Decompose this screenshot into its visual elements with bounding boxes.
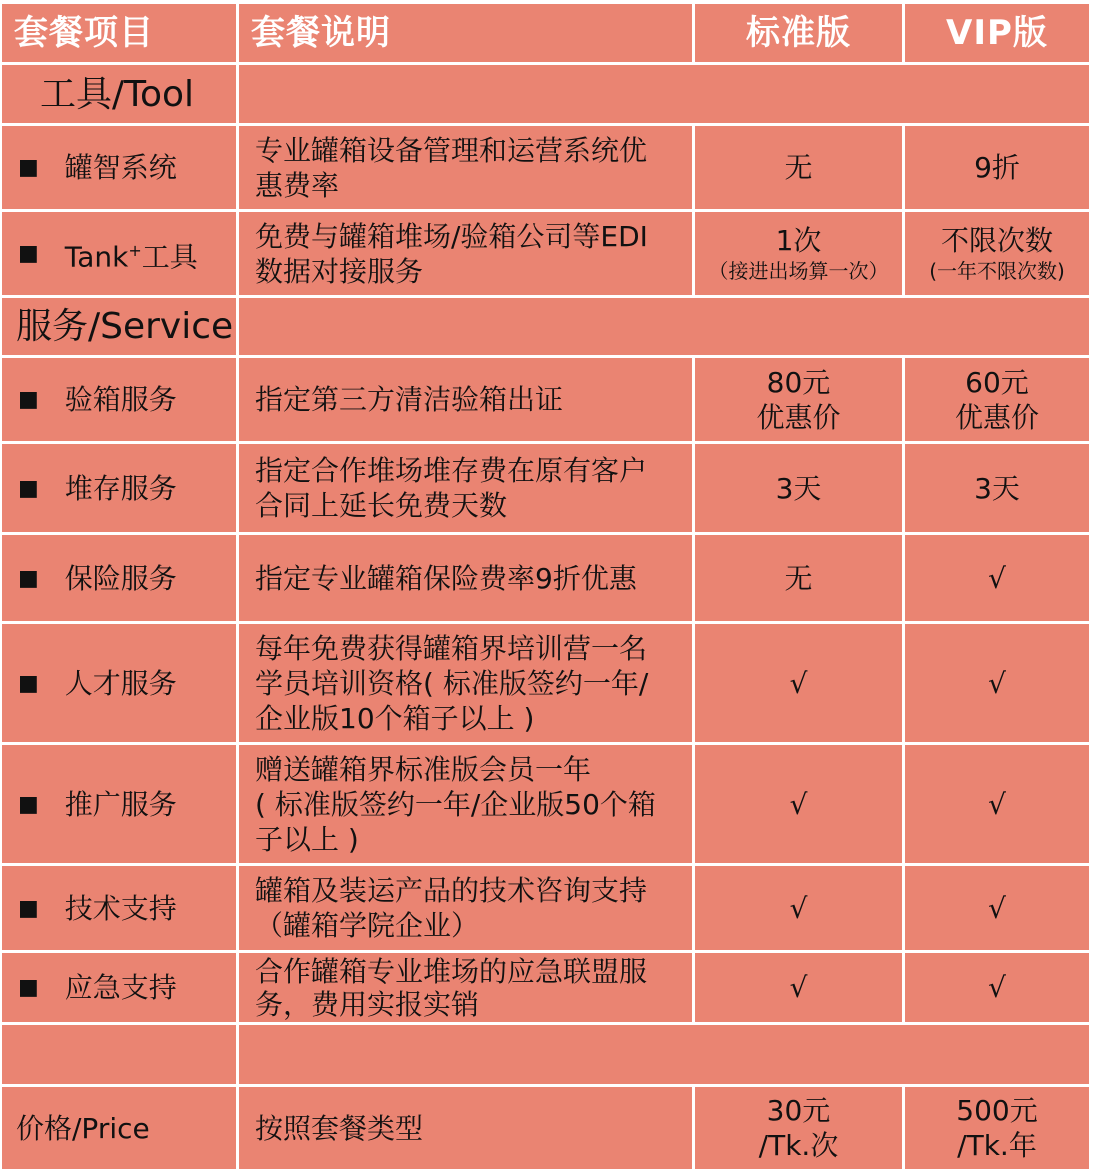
row-tank-system-name [2,126,236,209]
bullet-icon: ■ [18,475,39,501]
desc-line: 专业罐箱设备管理和运营系统优 [255,133,648,167]
header-vip: VIP版 [905,4,1089,62]
price-vip-unit: /Tk.年 [957,1129,1037,1162]
section-tool: 工具/Tool [2,65,236,123]
row-talent-vip: √ [905,624,1089,742]
vip-value-sub: 优惠价 [954,400,1039,434]
header-package-desc: 套餐说明 [239,4,692,62]
std-value-sub: 优惠价 [756,400,841,434]
desc-line: ( 标准版签约一年/企业版50个箱 [255,787,656,821]
desc-line: 企业版10个箱子以上 ) [255,701,535,735]
row-inspection-name [2,358,236,441]
row-tech-support-vip: √ [905,866,1089,950]
row-insurance-vip: √ [905,535,1089,621]
row-talent-desc [239,624,692,742]
price-std-amount: 30元 [766,1094,831,1127]
row-tech-support-desc [239,866,692,950]
row-storage-name [2,444,236,532]
row-tank-tool-name [2,212,236,295]
vip-value: 60元 [965,365,1029,399]
row-tech-support-name [2,866,236,950]
desc-line: 合作罐箱专业堆场的应急联盟服 [255,954,648,988]
desc-line: 免费与罐箱堆场/验箱公司等EDI [255,219,648,253]
row-insurance-std: 无 [695,535,902,621]
row-promotion-name [2,745,236,863]
item-label: 应急支持 [64,971,177,1004]
row-emergency-name [2,953,236,1022]
blank-row-left [2,1025,236,1084]
row-emergency-vip: √ [905,953,1089,1022]
vip-note: (一年不限次数) [929,259,1065,283]
row-inspection-desc [239,358,692,441]
row-tank-system-desc [239,126,692,209]
price-vip-amount: 500元 [956,1094,1038,1127]
price-std-unit: /Tk.次 [758,1129,839,1162]
desc-line: 每年免费获得罐箱界培训营一名 [255,631,648,665]
row-tech-support-std: √ [695,866,902,950]
item-label: 推广服务 [64,787,177,821]
item-label: Tank+工具 [64,240,198,274]
bullet-icon: ■ [18,670,39,696]
row-storage-vip: 3天 [905,444,1089,532]
price-vip [905,1087,1089,1169]
bullet-icon: ■ [18,895,39,921]
row-inspection-vip [905,358,1089,441]
vip-value: 不限次数 [940,224,1053,257]
item-label: 验箱服务 [64,383,177,416]
row-insurance-desc [239,535,692,621]
item-label: 保险服务 [64,561,177,595]
row-storage-std: 3天 [695,444,902,532]
desc-line: 惠费率 [255,168,340,202]
row-emergency-desc [239,953,692,1022]
section-service: 服务/Service [2,298,236,355]
price-desc: 按照套餐类型 [239,1087,692,1169]
price-label: 价格/Price [2,1087,236,1169]
row-tank-tool-desc [239,212,692,295]
desc-line: 指定第三方清洁验箱出证 [255,383,564,416]
bullet-icon: ■ [18,565,39,591]
desc-line: 赠送罐箱界标准版会员一年 [255,752,592,786]
item-label: 罐智系统 [64,151,177,184]
row-promotion-desc [239,745,692,863]
desc-line: 务，费用实报实销 [255,987,480,1021]
section-service-blank [239,298,1089,355]
bullet-icon: ■ [18,155,39,180]
row-promotion-std: √ [695,745,902,863]
row-emergency-std: √ [695,953,902,1022]
std-note: （接进出场算一次） [708,259,889,283]
desc-line: 指定合作堆场堆存费在原有客户 [255,454,648,487]
package-table [2,4,1089,1169]
desc-line: 合同上延长免费天数 [255,489,508,522]
desc-line: 学员培训资格( 标准版签约一年/ [255,666,649,700]
row-inspection-std [695,358,902,441]
bullet-icon: ■ [18,975,39,1000]
blank-row-right [239,1025,1089,1084]
row-storage-desc [239,444,692,532]
item-label: 技术支持 [64,891,177,925]
std-value: 80元 [766,365,831,399]
desc-line: 子以上 ) [255,822,359,856]
header-package-item: 套餐项目 [2,4,236,62]
desc-line: （罐箱学院企业） [255,909,480,942]
row-talent-name [2,624,236,742]
row-tank-tool-std [695,212,902,295]
row-promotion-vip: √ [905,745,1089,863]
desc-line: 罐箱及装运产品的技术咨询支持 [255,874,648,907]
bullet-icon: ■ [18,241,39,266]
std-value: 1次 [775,224,822,257]
bullet-icon: ■ [18,791,39,817]
price-std [695,1087,902,1169]
bullet-icon: ■ [18,387,39,412]
header-standard: 标准版 [695,4,902,62]
row-talent-std: √ [695,624,902,742]
item-label: 人才服务 [64,666,177,700]
section-tool-blank [239,65,1089,123]
desc-line: 指定专业罐箱保险费率9折优惠 [255,561,637,595]
row-tank-system-std: 无 [695,126,902,209]
item-label: 堆存服务 [64,471,177,505]
row-tank-system-vip: 9折 [905,126,1089,209]
row-insurance-name [2,535,236,621]
row-tank-tool-vip [905,212,1089,295]
desc-line: 数据对接服务 [255,254,424,288]
